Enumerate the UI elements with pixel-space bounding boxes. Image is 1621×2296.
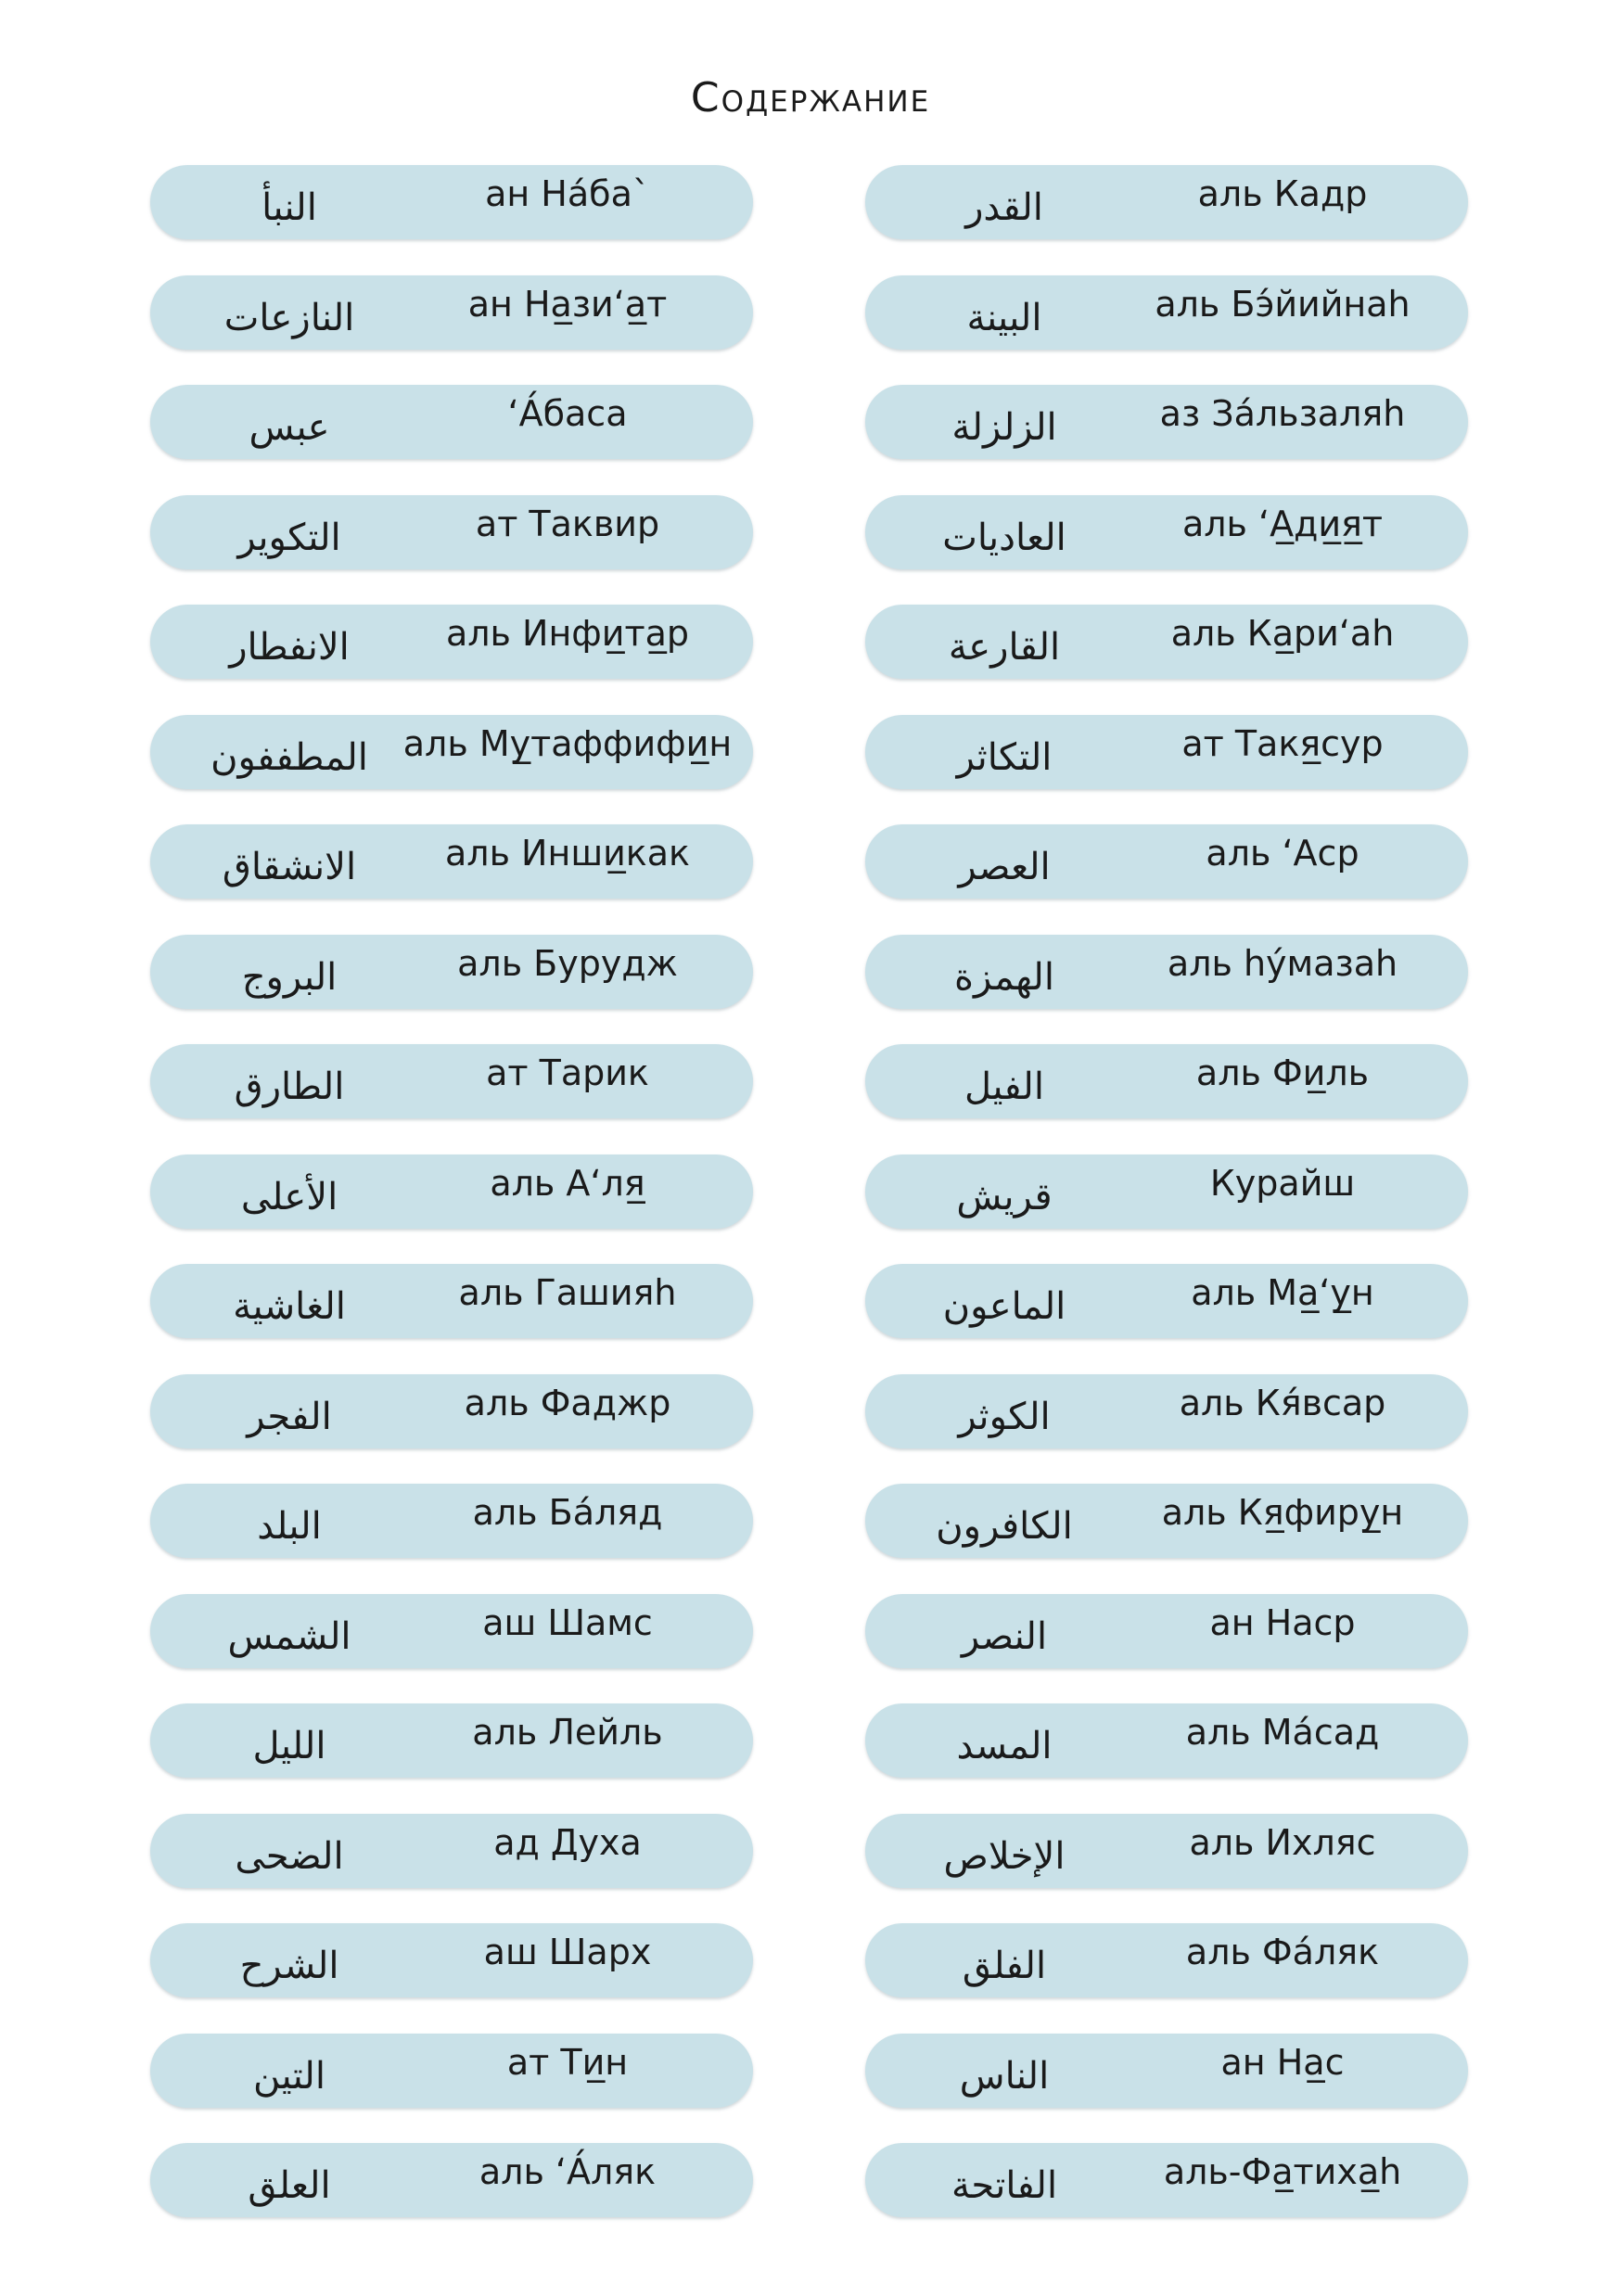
arabic-title: الناس (959, 2054, 1050, 2098)
transliterated-title: аль Ка̲ри‘аһ (1170, 613, 1395, 654)
toc-entry-ad-duha[interactable] (150, 1814, 753, 1888)
arabic-title: البروج (241, 955, 338, 999)
arabic-title: الضحى (235, 1834, 344, 1878)
arabic-title: القارعة (948, 626, 1061, 669)
toc-entry-al-infitar[interactable] (150, 605, 753, 679)
toc-entry-al-kawthar[interactable] (865, 1374, 1468, 1448)
toc-entry-al-mutaffifin[interactable] (150, 715, 753, 789)
toc-entry-al-alaq[interactable] (150, 2143, 753, 2217)
arabic-title: الماعون (942, 1285, 1066, 1328)
transliterated-title: аль Гашияһ (458, 1272, 677, 1313)
toc-entry-an-naba[interactable] (150, 165, 753, 239)
arabic-title: العصر (958, 846, 1051, 888)
transliterated-title: аль Фи̲ль (1195, 1052, 1370, 1093)
toc-entry-at-takwir[interactable] (150, 495, 753, 569)
arabic-title: الطارق (234, 1065, 345, 1108)
transliterated-title: ан На́ба` (485, 173, 650, 214)
arabic-title: البينة (966, 296, 1042, 339)
arabic-title: قريش (956, 1175, 1053, 1218)
arabic-title: الفجر (247, 1395, 332, 1438)
toc-entry-az-zalzala[interactable] (865, 385, 1468, 459)
arabic-title: الشرح (239, 1945, 339, 1987)
arabic-title: الفلق (962, 1945, 1047, 1987)
arabic-title: النازعات (223, 296, 355, 339)
transliterated-title: аш Шарх (483, 1932, 652, 1972)
toc-entry-al-falaq[interactable] (865, 1923, 1468, 1997)
transliterated-title: ат Ти̲н (506, 2041, 629, 2083)
toc-entry-at-tariq[interactable] (150, 1044, 753, 1118)
transliterated-title: аль Фаджр (464, 1382, 671, 1423)
transliterated-title: ан Наср (1209, 1601, 1356, 1643)
toc-entry-al-qadr[interactable] (865, 165, 1468, 239)
toc-entry-al-inshiqaq[interactable] (150, 824, 753, 899)
arabic-title: الفاتحة (951, 2164, 1058, 2207)
transliterated-title: ат Тарик (486, 1052, 649, 1093)
transliterated-title: аль ‘Аср (1206, 833, 1359, 874)
arabic-title: الكوثر (958, 1395, 1051, 1438)
transliterated-title: ат Такя̲сур (1181, 722, 1384, 764)
toc-entry-an-naziat[interactable] (150, 275, 753, 350)
toc-entry-abasa[interactable] (150, 385, 753, 459)
transliterated-title: аль Ихляс (1189, 1821, 1376, 1863)
toc-entry-at-takathur[interactable] (865, 715, 1468, 789)
toc-entry-al-bayyina[interactable] (865, 275, 1468, 350)
transliterated-title: аш Шамс (482, 1601, 653, 1643)
transliterated-title: аль А‘ля̲ (490, 1162, 645, 1204)
transliterated-title: аз За́льзаляһ (1159, 393, 1406, 434)
transliterated-title: аль-Фа̲тиха̲һ (1163, 2151, 1402, 2192)
transliterated-title: ат Таквир (475, 503, 660, 544)
toc-entry-al-qaria[interactable] (865, 605, 1468, 679)
toc-entry-ash-sharh[interactable] (150, 1923, 753, 1997)
transliterated-title: аль Ма́сад (1185, 1712, 1380, 1753)
toc-left-column (150, 165, 753, 2253)
toc-entry-al-ikhlas[interactable] (865, 1814, 1468, 1888)
toc-entry-al-ala[interactable] (150, 1154, 753, 1229)
arabic-title: المطففون (211, 735, 368, 779)
transliterated-title: аль Кя̲фиру̲н (1161, 1492, 1404, 1533)
arabic-title: الأعلى (240, 1175, 338, 1218)
arabic-title: عبس (249, 406, 330, 449)
arabic-title: النصر (961, 1614, 1048, 1658)
toc-entry-al-buruj[interactable] (150, 935, 753, 1009)
transliterated-title: ан На̲зи‘а̲т (467, 283, 668, 325)
toc-entry-al-balad[interactable] (150, 1484, 753, 1558)
arabic-title: المسد (956, 1725, 1053, 1767)
toc-right-column (865, 165, 1468, 2253)
toc-entry-an-nas[interactable] (865, 2034, 1468, 2108)
arabic-title: الانشقاق (222, 846, 357, 888)
arabic-title: الشمس (227, 1614, 351, 1658)
toc-entry-al-asr[interactable] (865, 824, 1468, 899)
arabic-title: العلق (248, 2164, 331, 2207)
transliterated-title: аль Инши̲как (445, 833, 690, 874)
toc-entry-al-ghashiya[interactable] (150, 1264, 753, 1338)
arabic-title: القدر (965, 186, 1043, 229)
transliterated-title: аль ‘А̲ди̲я̲т (1181, 503, 1384, 544)
transliterated-title: Курайш (1209, 1162, 1356, 1204)
arabic-title: البلد (257, 1505, 322, 1548)
arabic-title: التكوير (237, 516, 341, 559)
arabic-title: الفيل (964, 1065, 1044, 1108)
page-title: Содержание (690, 74, 931, 121)
toc-entry-an-nasr[interactable] (865, 1594, 1468, 1668)
arabic-title: التكاثر (956, 735, 1053, 779)
arabic-title: النبأ (262, 186, 317, 229)
transliterated-title: аль һу́мазаһ (1167, 942, 1398, 984)
arabic-title: الغاشية (233, 1285, 346, 1328)
toc-entry-al-kafirun[interactable] (865, 1484, 1468, 1558)
transliterated-title: аль Лейль (472, 1712, 663, 1753)
arabic-title: الإخلاص (943, 1834, 1066, 1878)
transliterated-title: аль ‘А́ляк (479, 2151, 657, 2192)
transliterated-title: аль Кя́всар (1179, 1382, 1386, 1423)
transliterated-title: аль Бэ́йийнаһ (1155, 283, 1410, 325)
transliterated-title: ‘А́баса (507, 393, 628, 434)
arabic-title: الانفطار (229, 626, 350, 669)
transliterated-title: аль Ма̲‘у̲н (1191, 1272, 1374, 1313)
toc-entry-al-layl[interactable] (150, 1703, 753, 1778)
toc-entry-at-tin[interactable] (150, 2034, 753, 2108)
toc-entry-al-fajr[interactable] (150, 1374, 753, 1448)
toc-entry-al-humaza[interactable] (865, 935, 1468, 1009)
transliterated-title: ад Духа (493, 1821, 642, 1863)
toc-entry-al-masad[interactable] (865, 1703, 1468, 1778)
toc-entry-al-maun[interactable] (865, 1264, 1468, 1338)
arabic-title: العاديات (942, 516, 1066, 559)
toc-entry-al-fatiha[interactable] (865, 2143, 1468, 2217)
transliterated-title: ан На̲с (1220, 2041, 1345, 2083)
transliterated-title: аль Фа́ляк (1185, 1932, 1380, 1972)
transliterated-title: аль Ба́ляд (472, 1492, 663, 1533)
transliterated-title: аль Бурудж (457, 942, 678, 984)
arabic-title: الهمزة (954, 955, 1054, 999)
arabic-title: التين (253, 2054, 325, 2098)
arabic-title: الكافرون (936, 1505, 1073, 1548)
transliterated-title: аль Му̲таффифи̲н (402, 722, 733, 764)
transliterated-title: аль Кадр (1197, 173, 1368, 214)
transliterated-title: аль Инфи̲та̲р (445, 613, 690, 654)
toc-entry-al-adiyat[interactable] (865, 495, 1468, 569)
arabic-title: الزلزلة (951, 406, 1057, 449)
arabic-title: الليل (252, 1725, 326, 1767)
toc-entry-al-fil[interactable] (865, 1044, 1468, 1118)
toc-entry-ash-shams[interactable] (150, 1594, 753, 1668)
toc-entry-quraysh[interactable] (865, 1154, 1468, 1229)
